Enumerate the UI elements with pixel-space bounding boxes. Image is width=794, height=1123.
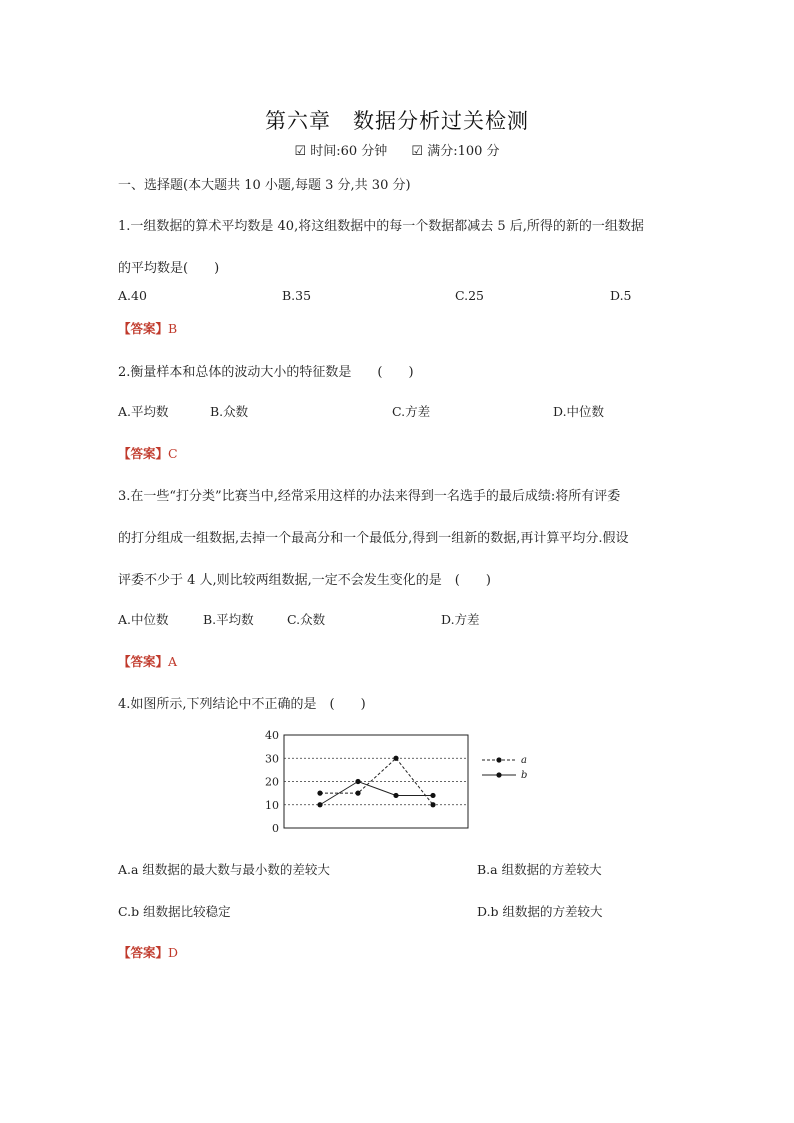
q1-option-d: D.5: [610, 288, 632, 303]
q3-text-line3: 评委不少于 4 人,则比较两组数据,一定不会发生变化的是 ( ): [118, 573, 491, 588]
series-b-point: [430, 793, 435, 798]
time-limit: ☑ 时间:60 分钟: [294, 144, 388, 159]
series-a-point: [430, 802, 435, 807]
y-tick-label: 20: [265, 775, 279, 789]
q3-answer: [118, 652, 177, 670]
series-b-point: [317, 802, 322, 807]
chart-legend: [482, 755, 527, 781]
q4-option-c: C.b 组数据比较稳定: [118, 904, 231, 919]
line-chart: [240, 727, 540, 837]
y-tick-label: 40: [265, 729, 279, 742]
y-tick-label: 30: [265, 752, 279, 766]
y-tick-label: 0: [272, 822, 279, 835]
q3-text-line2: 的打分组成一组数据,去掉一个最高分和一个最低分,得到一组新的数据,再计算平均分.假设: [118, 531, 629, 546]
legend-a-label: a: [521, 755, 527, 766]
q4-option-b: B.a 组数据的方差较大: [477, 862, 602, 877]
q1-option-c: C.25: [455, 288, 484, 303]
q3-option-b: B.平均数: [203, 612, 254, 627]
q1-text-line1: 1.一组数据的算术平均数是 40,将这组数据中的每一个数据都减去 5 后,所得的新的一组数据: [118, 219, 644, 234]
q3-text-line1: 3.在一些“打分类”比赛当中,经常采用这样的办法来得到一名选手的最后成绩:将所有评委: [118, 489, 621, 504]
answer-value: B: [168, 321, 178, 336]
answer-tag: 【答案】: [118, 446, 169, 461]
q4-option-d: D.b 组数据的方差较大: [477, 904, 603, 919]
series-b-point: [355, 779, 360, 784]
q3-option-a: A.中位数: [118, 612, 169, 627]
legend-b-marker: [496, 772, 501, 777]
q1-answer: [118, 319, 177, 337]
q2-text-line1: 2.衡量样本和总体的波动大小的特征数是 ( ): [118, 365, 414, 380]
chart-grid: [284, 758, 468, 805]
answer-tag: 【答案】: [118, 654, 169, 669]
series-a-point: [317, 791, 322, 796]
q2-option-a: A.平均数: [118, 404, 169, 419]
q2-option-b: B.众数: [210, 404, 249, 419]
legend-a-marker: [496, 757, 501, 762]
q1-option-a: A.40: [118, 288, 147, 303]
q3-option-c: C.众数: [287, 612, 326, 627]
q2-option-c: C.方差: [392, 404, 431, 419]
q2-answer: [118, 444, 178, 462]
exam-meta: [0, 140, 794, 159]
page-title: 第六章 数据分析过关检测: [265, 109, 529, 133]
chart-axis: [265, 729, 468, 835]
q1-text-line2: 的平均数是( ): [118, 261, 220, 276]
q3-option-d: D.方差: [441, 612, 480, 627]
q4-option-a: A.a 组数据的最大数与最小数的差较大: [118, 862, 330, 877]
y-tick-label: 10: [265, 798, 279, 812]
q4-text-line1: 4.如图所示,下列结论中不正确的是 ( ): [118, 697, 366, 712]
section-heading: 一、选择题(本大题共 10 小题,每题 3 分,共 30 分): [118, 178, 411, 193]
answer-tag: 【答案】: [118, 321, 169, 336]
legend-b-label: b: [521, 770, 528, 781]
series-b-point: [393, 793, 398, 798]
q4-answer: [118, 943, 178, 961]
answer-value: D: [168, 945, 179, 960]
series-a-point: [355, 791, 360, 796]
series-a-point: [393, 756, 398, 761]
full-score: ☑ 满分:100 分: [411, 144, 500, 159]
answer-value: A: [168, 654, 178, 669]
answer-value: C: [168, 446, 178, 461]
answer-tag: 【答案】: [118, 945, 169, 960]
q1-option-b: B.35: [282, 288, 312, 303]
q2-option-d: D.中位数: [553, 404, 605, 419]
